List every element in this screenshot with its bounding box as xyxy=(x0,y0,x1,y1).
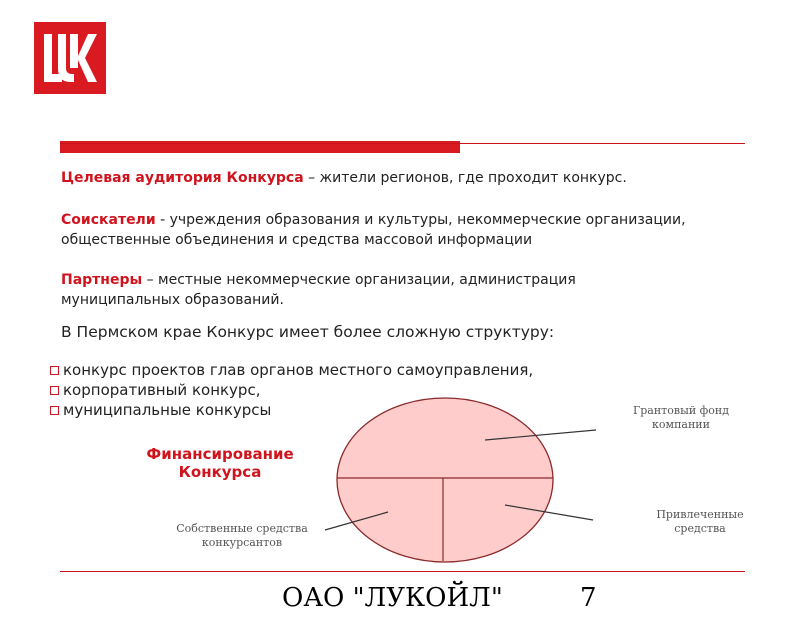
page-number: 7 xyxy=(580,583,597,613)
partners-text: – местные некоммерческие организации, администрация xyxy=(142,272,576,288)
grant-fund-label xyxy=(618,404,744,432)
grant-fund-label-line2: компании xyxy=(652,418,710,431)
footer-divider xyxy=(60,571,745,572)
attracted-funds-label-line1: Привлеченные xyxy=(656,508,744,521)
financing-circle xyxy=(337,398,553,562)
footer-company: ОАО "ЛУКОЙЛ" xyxy=(282,583,503,613)
list-item-label: муниципальные конкурсы xyxy=(63,401,272,419)
financing-title-line2: Конкурса xyxy=(178,463,262,481)
target-audience-text: – жители регионов, где проходит конкурс. xyxy=(303,170,627,186)
partners-text-line2: муниципальных образований. xyxy=(61,292,284,308)
applicants-text: - учреждения образования и культуры, некоммерческие организации, xyxy=(155,212,686,228)
list-item-label: корпоративный конкурс, xyxy=(63,381,261,399)
target-audience-term: Целевая аудитория Конкурса xyxy=(61,170,304,186)
financing-title-line1: Финансирование xyxy=(146,445,294,463)
grant-fund-label-line1: Грантовый фонд xyxy=(632,404,730,417)
own-funds-label-line2: конкурсантов xyxy=(201,536,283,549)
applicants-term: Соискатели xyxy=(61,212,156,228)
own-funds-label-line1: Собственные средства xyxy=(176,522,308,535)
attracted-funds-label xyxy=(650,508,750,536)
attracted-funds-label-line2: средства xyxy=(674,522,726,535)
structure-intro: В Пермском крае Конкурс имеет более сложную структуру: xyxy=(61,323,555,341)
own-funds-label xyxy=(162,522,322,550)
list-item-label: конкурс проектов глав органов местного самоуправления, xyxy=(63,361,534,379)
partners-term: Партнеры xyxy=(61,272,143,288)
applicants-text-line2: общественные объединения и средства массовой информации xyxy=(61,232,533,248)
